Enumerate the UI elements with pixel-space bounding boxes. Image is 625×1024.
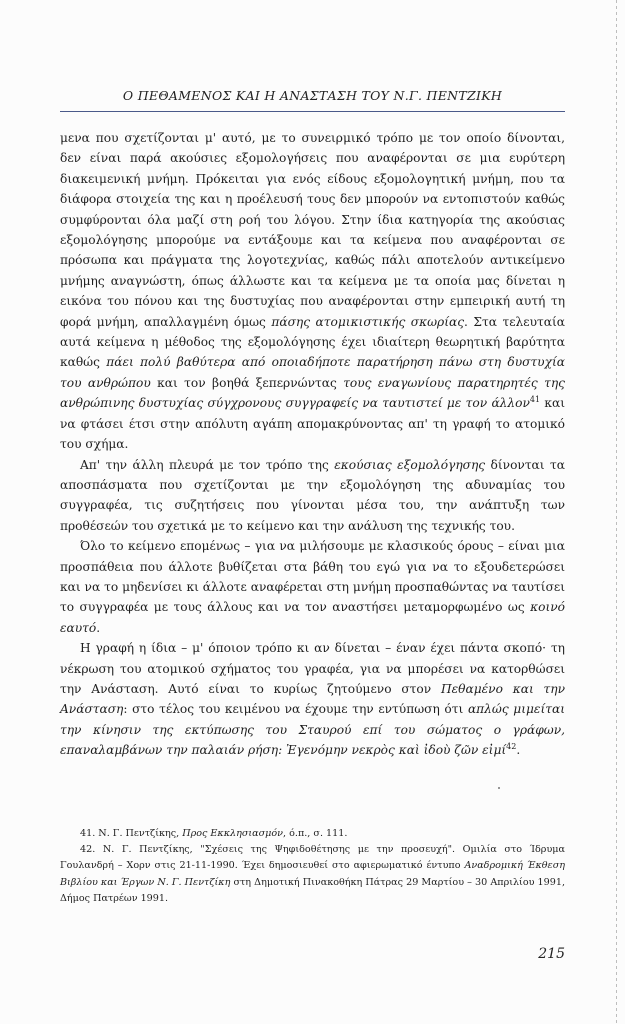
text-run: μενα που σχετίζονται μ' αυτό, με το συνειρμικό τρόπο με τον οποίο δίνονται, δεν είναι παρά ακούσιες εξομολογήσεις που αναφέρονται σε μια ευρύτερη διακειμενική μνήμη. Πρόκειται για ενός είδους εξομολογητική μνήμη, που τα διάφορα στοιχεία της και η προέλευσή τους δεν μπορούν να εντοπιστούν καθώς συμφύρονται όλα μαζί στη ροή του λόγου. Στην ίδια κατηγορία της ακούσιας εξομολόγησης μπορούμε να εντάξουμε και τα κείμενα που αναφέρονται σε πρόσωπα και πράγματα της λογοτεχνίας, καθώς πάλι αποτελούν αντικείμενο μνήμης αναγνώστη, όπως άλλωστε και τα κείμενα με τα οποία μας δίνεται η εικόνα του πόνου και της δυστυχίας που αναφέρονται στην εμπειρική αυτή τη φορά μνήμη, απαλλαγμένη όμως	[60, 131, 565, 329]
italic-phrase: εκούσιας εξομολόγησης	[334, 457, 486, 472]
paragraph-2	[60, 455, 565, 537]
italic-phrase: Προς Εκκλησιασμόν	[182, 828, 284, 839]
page-edge-line	[616, 0, 617, 1024]
footnote-42	[60, 842, 565, 907]
text-run: Απ' την άλλη πλευρά με τον τρόπο της	[80, 457, 335, 472]
paragraph-4	[60, 638, 565, 760]
text-run: , ό.π., σ. 111.	[283, 828, 348, 839]
footnote-ref-41[interactable]: 41	[529, 395, 541, 405]
text-run: 42. Ν. Γ. Πεντζίκης, "Σχέσεις της Ψηφιδοθέτησης με την προσευχή". Ομιλία στο Ίδρυμα Γουλανδρή – Χορν στις 21-11-1990. Έχει δημοσιευθεί στο αφιερωματικό έντυπο	[60, 844, 565, 872]
running-head: Ο ΠΕΘΑΜΕΝΟΣ ΚΑΙ Η ΑΝΑΣΤΑΣΗ ΤΟΥ Ν.Γ. ΠΕΝΤΖΙΚΗ	[122, 88, 503, 103]
footnotes	[60, 826, 565, 907]
page-number: 215	[538, 946, 565, 962]
italic-phrase: Αναδρομική Έκθεση Βιβλίου και Έργων Ν. Γ. Πεντζίκη	[60, 860, 565, 888]
italic-phrase: κοινό εαυτό	[60, 600, 565, 635]
italic-phrase: πάει πολύ βαθύτερα από οποιαδήποτε παρατήρηση πάνω στη δυστυχία του ανθρώπου	[60, 355, 565, 390]
text-run: και να φτάσει έτσι στην απόλυτη αγάπη απομακρύνοντας απ' τη γραφή το ατομικό του σχήμα.	[60, 396, 565, 452]
paragraph-3	[60, 536, 565, 638]
footnote-ref-42[interactable]: 42	[506, 742, 517, 752]
italic-phrase: τους εναγωνίους παρατηρητές της ανθρώπινης δυστυχίας σύγχρονους συγγραφείς να ταυτιστεί με τον άλλον	[60, 375, 565, 411]
text-run: .	[516, 743, 521, 758]
text-run: στη Δημοτική Πινακοθήκη Πάτρας 29 Μαρτίου – 30 Απριλίου 1991, Δήμος Πατρέων 1991.	[60, 876, 566, 904]
text-run: .	[96, 620, 101, 635]
header-rule	[60, 111, 565, 112]
text-run: και τον βοηθά ξεπερνώντας	[150, 375, 344, 390]
text-run: . Στα τελευταία αυτά κείμενα η μέθοδος της εξομολόγησης έχει ιδιαίτερη θεωρητική βαρύτητα καθώς	[60, 314, 565, 370]
text-run: 41. Ν. Γ. Πεντζίκης,	[80, 828, 183, 839]
paragraph-1	[60, 128, 565, 455]
text-run: Όλο το κείμενο επομένως – για να μιλήσουμε με κλασικούς όρους – είναι μια προσπάθεια που άλλοτε βυθίζεται στα βάθη του εγώ για να το εξουδετερώσει και να το μηδενίσει κι άλλοτε αναφέρεται στη μνήμη προσπαθώντας να ταυτίσει το συγγραφέα με τους άλλους και να τον αναστήσει μεταμορφωμένο ως	[60, 539, 565, 615]
text-run: Η γραφή η ίδια – μ' όποιον τρόπο κι αν δίνεται – έναν έχει πάντα σκοπό· τη νέκρωση του ατομικού σχήματος του γραφέα, για να μπορέσει να κατορθώσει την Ανάσταση. Αυτό είναι το κυρίως ζητούμενο στον	[60, 641, 565, 696]
text-run: δίνονται τα αποσπάσματα που σχετίζονται με την εξομολόγηση της αδυναμίας του συγγραφέα, τις συζητήσεις που γίνονται μέσα του, την ανάπτυξη των προθέσεών του σχετικά με το κείμενο και την ανάλυση της τεχνικής του.	[60, 457, 565, 533]
scan-speck	[498, 787, 500, 789]
footnote-41	[60, 826, 565, 842]
text-run: : στο τέλος του κειμένου να έχουμε την εντύπωση ότι	[123, 702, 468, 717]
body-text	[60, 128, 565, 761]
italic-phrase: Πεθαμένο και την Ανάσταση	[60, 681, 565, 717]
italic-phrase: πάσης ατομικιστικής σκωρίας	[271, 314, 465, 329]
italic-phrase: απλώς μιμείται την κίνησιν της εκτύπωσης του Σταυρού επί του σώματος ο γράφων, επαναλαμβάνων την παλαιάν ρήση: Ἐγενόμην νεκρὸς καὶ ἰδοὺ ζῶν εἰμί	[60, 702, 566, 758]
